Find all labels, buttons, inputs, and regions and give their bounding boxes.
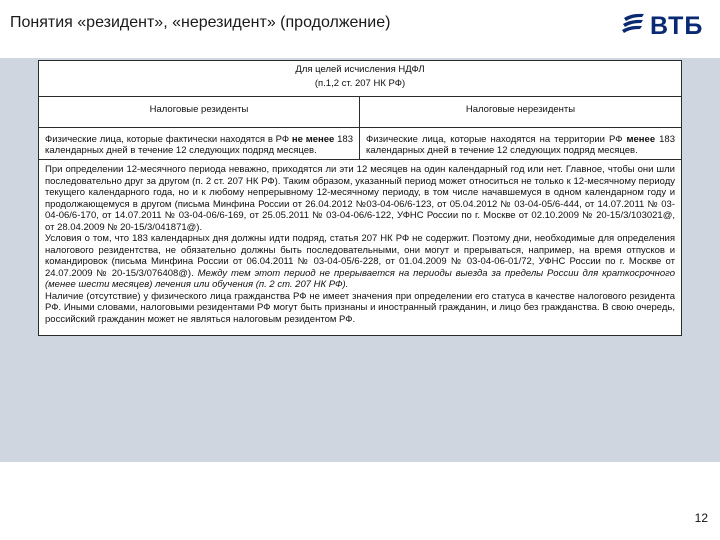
nonresidents-bold: менее — [626, 134, 656, 145]
note-paragraph-2: Условия о том, что 183 календарных дня должны идти подряд, статья 207 НК РФ не содержит. Поэтому дни, необходимые для определения налогового резидентства, не обязательно должны быть последовательными, они могут и прерываться, например, на время отпусков и командировок (письма Минфина России от 06.04.2011 № 03-04-05/6-228, от 01.04.2009 № 03-04-06-01/72, УФНС России по г. Москве от 24.07.2009 № 20-15/3/076408@). Между тем этот период не прерывается на периоды выезда за пределы России для краткосрочного (менее шести месяцев) лечения или обучения (п. 2 ст. 207 НК РФ). — [45, 233, 675, 290]
page-number: 12 — [694, 511, 708, 525]
page-title: Понятия «резидент», «нерезидент» (продолжение) — [10, 14, 391, 31]
residents-text: Физические лица, которые фактически находятся в РФ не менее 183 календарных дней в течение 12 следующих подряд месяцев. — [45, 134, 353, 156]
notes-block — [39, 159, 681, 335]
note-paragraph-1: При определении 12-месячного периода неважно, приходятся ли эти 12 месяцев на один календарный год или нет. Главное, чтобы они шли последовательно друг за другом (п. 2 ст. 207 НК РФ). Таким образом, указанный период может относиться не только к 12-месячному периоду текущего календарного года, но и к любому непрерывному 12-месячному периоду, в том числе начавшемуся в одном календарном году и продолжающемуся в другом (письма Минфина России от 26.04.2012 №03-04-06/6-123, от 05.04.2012 № 03-04-05/6-444, от 14.07.2011 № 03-04-06/6-170, от 14.07.2011 № 03-04-06/6-169, от 25.05.2011 № 03-04-06/6-122, УФНС России по г. Москве от 02.10.2009 № 20-15/3/103021@, от 28.04.2009 № 20-15/3/041871@). — [45, 164, 675, 233]
note-italic: Между тем этот период не прерывается на периоды выезда за пределы России для краткосрочного (менее шести месяцев) лечения или обучения (п. 2 ст. 207 НК РФ). — [45, 267, 675, 290]
nonresidents-column — [360, 97, 681, 159]
table-header — [39, 61, 681, 97]
header — [0, 0, 720, 58]
nonresidents-title: Налоговые нерезиденты — [360, 97, 681, 128]
table-columns — [39, 97, 681, 159]
table-header-line2: (п.1,2 ст. 207 НК РФ) — [314, 78, 406, 89]
residents-title: Налоговые резиденты — [39, 97, 359, 128]
ndfl-table — [38, 60, 682, 336]
vtb-logo — [620, 8, 710, 44]
residents-bold: не менее — [291, 134, 335, 145]
note-paragraph-3: Наличие (отсутствие) у физического лица гражданства РФ не имеет значения при определении его статуса в качестве налогового резидента РФ. Иными словами, налоговыми резидентами РФ могут быть признаны и иностранный гражданин, и лицо без гражданства. В свою очередь, российский гражданин может не являться налоговым резидентом РФ. — [45, 290, 675, 325]
footer — [0, 462, 720, 540]
table-header-line1: Для целей исчисления НДФЛ — [295, 64, 425, 75]
logo-text: ВТБ — [650, 12, 704, 40]
nonresidents-text: Физические лица, которые находятся на территории РФ менее 183 календарных дней в течение 12 следующих подряд месяцев. — [366, 134, 675, 156]
vtb-logo-icon — [620, 12, 646, 38]
residents-column — [39, 97, 360, 159]
